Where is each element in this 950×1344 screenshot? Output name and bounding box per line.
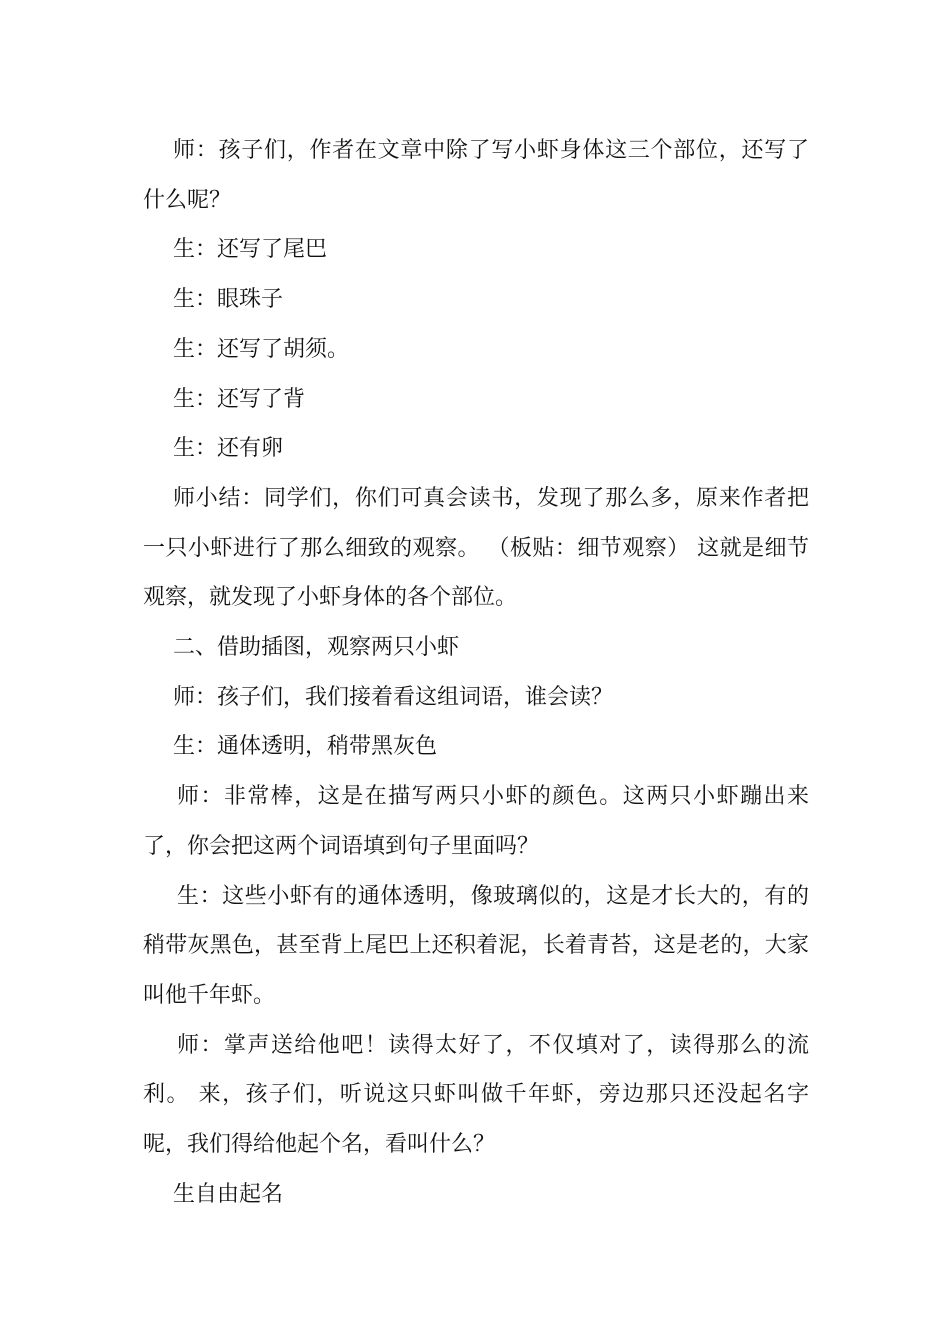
paragraph-teacher-words: 师：孩子们，我们接着看这组词语，谁会读？ (173, 684, 614, 710)
section-heading-two: 二、借助插图，观察两只小虾 (173, 635, 460, 661)
paragraph-student-whiskers: 生：还写了胡须。 (173, 336, 350, 362)
paragraph-teacher-summary: 师小结：同学们，你们可真会读书，发现了那么多，原来作者把一只小虾进行了那么细致的观察。 （板贴：细节观察） 这就是细节观察，就发现了小虾身体的各个部位。 (143, 485, 809, 611)
paragraph-teacher-praise: 师：非常棒，这是在描写两只小虾的颜色。这两只小虾蹦出来了，你会把这两个词语填到句子里面吗？ (143, 784, 809, 859)
paragraph-student-sentence: 生：这些小虾有的通体透明，像玻璃似的，这是才长大的，有的稍带灰黑色，甚至背上尾巴上还积着泥，长着青苔，这是老的，大家叫他千年虾。 (143, 883, 809, 1008)
paragraph-student-eyes: 生：眼珠子 (173, 287, 284, 313)
paragraph-teacher-question: 师：孩子们，作者在文章中除了写小虾身体这三个部位，还写了什么呢？ (143, 138, 809, 213)
paragraph-student-back: 生：还写了背 (173, 386, 306, 412)
paragraph-teacher-applause: 师：掌声送给他吧！读得太好了，不仅填对了，读得那么的流利。 来，孩子们，听说这只虾叫做千年虾，旁边那只还没起名字呢，我们得给他起个名，看叫什么？ (143, 1032, 809, 1158)
document-body (143, 126, 809, 1219)
paragraph-student-naming: 生自由起名 (173, 1181, 284, 1207)
paragraph-student-tail: 生：还写了尾巴 (173, 237, 328, 263)
paragraph-student-eggs: 生：还有卵 (173, 436, 284, 462)
paragraph-student-read: 生：通体透明，稍带黑灰色 (173, 734, 438, 760)
